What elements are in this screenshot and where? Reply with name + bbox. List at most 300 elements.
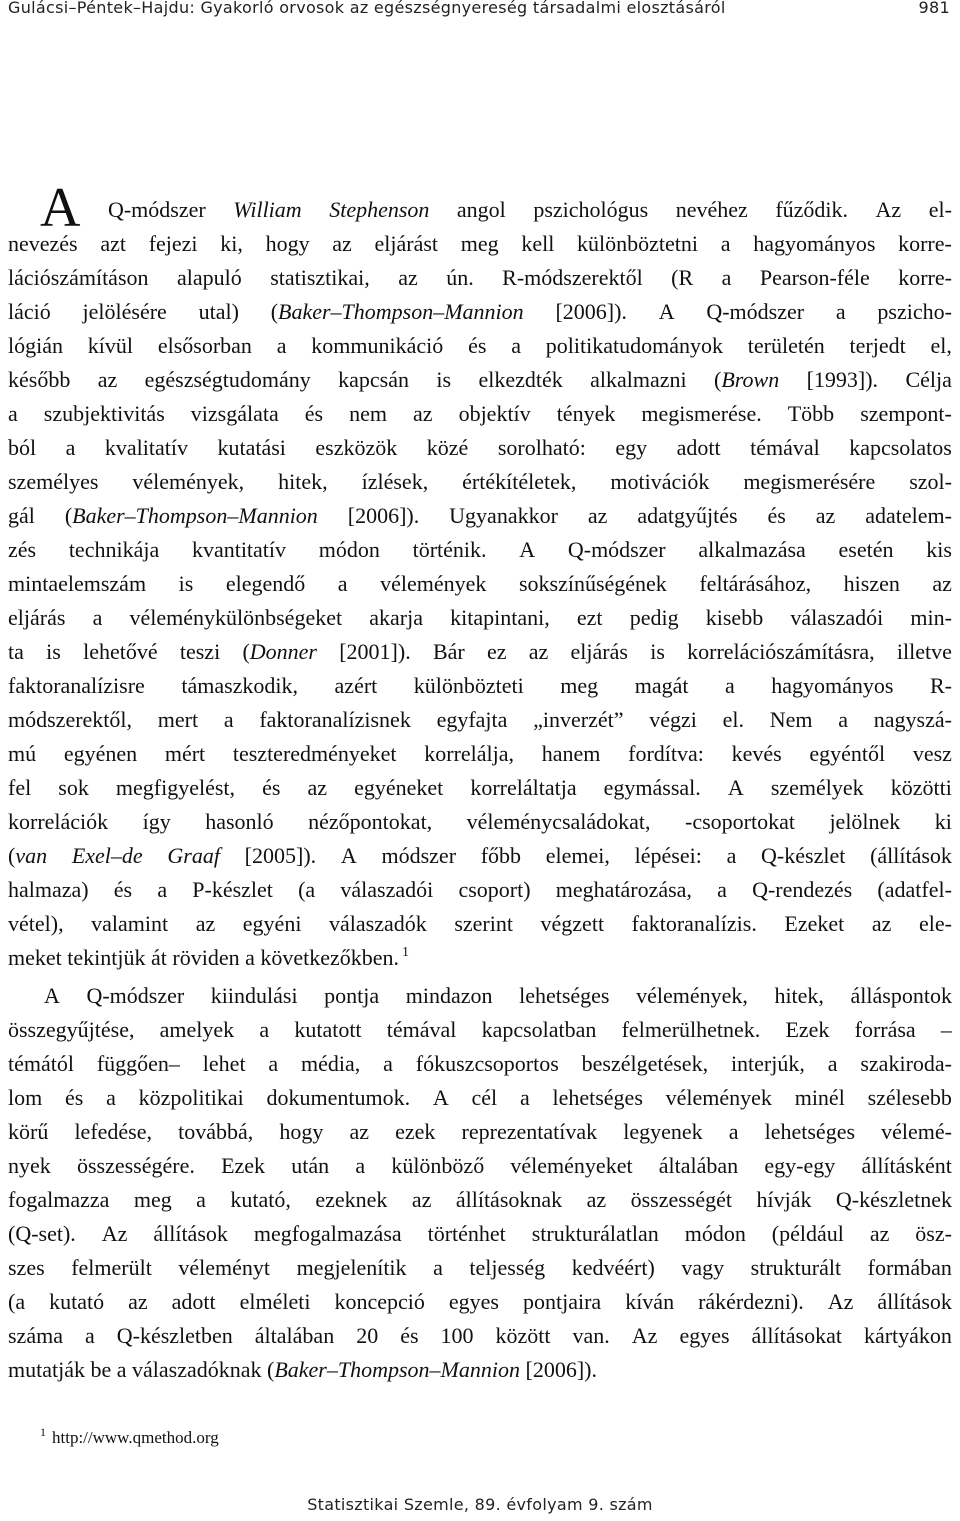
word: véleményt <box>178 1255 271 1280</box>
word: személyek <box>770 775 864 800</box>
word: Célja <box>905 367 952 392</box>
word: egymással. <box>603 775 701 800</box>
word: Q-módszer <box>567 537 666 562</box>
word: kutatott <box>294 1017 362 1042</box>
word: (Baker–Thompson–Mannion <box>267 1357 520 1382</box>
word: szol- <box>909 469 952 494</box>
word: Az <box>101 1221 128 1246</box>
word: kvantitatív <box>191 537 287 562</box>
word: nevezés <box>8 231 78 256</box>
word: [1993]). <box>806 367 879 392</box>
word: kvalitatív <box>104 435 188 460</box>
word: korre- <box>898 265 952 290</box>
word: amelyek <box>159 1017 235 1042</box>
word: felmerült <box>71 1255 152 1280</box>
word: módszerektől, <box>8 707 133 732</box>
word: közé <box>426 435 469 460</box>
word: kedvéért) <box>571 1255 655 1280</box>
text-line <box>8 1081 952 1115</box>
word: korrelációk <box>8 809 109 834</box>
word: válaszadói <box>340 877 434 902</box>
word: pszicho- <box>877 299 952 324</box>
word: hanem <box>541 741 601 766</box>
word: állításoknak <box>455 1187 563 1212</box>
word: Ugyanakkor <box>449 503 558 528</box>
word: beszélgetések, <box>581 1051 709 1076</box>
word: állításokat <box>751 1323 842 1348</box>
word: vagy <box>681 1255 725 1280</box>
word: Nem <box>769 707 813 732</box>
text-line <box>8 177 952 239</box>
footnote <box>40 1422 219 1448</box>
word: Ezek <box>221 1153 266 1178</box>
word: kívül <box>87 333 134 358</box>
word: ízlések, <box>361 469 429 494</box>
word: kutatási <box>217 435 286 460</box>
word: főbb <box>480 843 522 868</box>
text-line <box>8 737 952 771</box>
text-line <box>8 499 952 533</box>
word: lépései: <box>634 843 702 868</box>
word: alkalmazni <box>590 367 687 392</box>
word: vesz <box>912 741 952 766</box>
word: a <box>721 265 732 290</box>
word: kis <box>926 537 952 562</box>
word: „inverzét” <box>533 707 624 732</box>
italic-text: William <box>233 197 302 222</box>
word: egy <box>615 435 648 460</box>
word: adott <box>171 1289 216 1314</box>
word: mutatják <box>8 1357 85 1382</box>
word: magát <box>634 673 689 698</box>
word: röviden <box>172 945 240 970</box>
word: lom <box>8 1085 43 1110</box>
word: a <box>92 605 103 630</box>
word: (a <box>8 1289 26 1314</box>
word: Q-módszer <box>86 983 185 1008</box>
word: technikája <box>68 537 160 562</box>
word: vétel), <box>8 911 64 936</box>
word: hogy <box>279 1119 324 1144</box>
word: az <box>97 367 118 392</box>
word: 20 <box>356 1323 379 1348</box>
word: az <box>528 639 549 664</box>
word: el- <box>928 197 952 222</box>
word: eszközök <box>315 435 398 460</box>
word: teljesség <box>469 1255 546 1280</box>
word: kapcsolatban <box>481 1017 597 1042</box>
word: hiszen <box>843 571 900 596</box>
word: kell <box>521 231 555 256</box>
word: témától <box>8 1051 74 1076</box>
word: Q-készletnek <box>835 1187 952 1212</box>
text-line <box>8 1285 952 1319</box>
word: vélemények, <box>636 983 748 1008</box>
word: Az <box>875 197 902 222</box>
word: legyenek <box>623 1119 703 1144</box>
word: elemei, <box>545 843 610 868</box>
word: (R <box>671 265 694 290</box>
word: megfigyelést, <box>115 775 236 800</box>
word: meghatározása, <box>555 877 692 902</box>
word: a <box>433 1255 443 1280</box>
word: sorolható: <box>497 435 586 460</box>
text-line <box>8 465 952 499</box>
word: szes <box>8 1255 45 1280</box>
word: történhet <box>427 1221 506 1246</box>
word: ösz- <box>915 1221 952 1246</box>
word: lefedése, <box>74 1119 152 1144</box>
word: Pearson-féle <box>759 265 870 290</box>
word: az <box>932 571 952 596</box>
text-line <box>8 1013 952 1047</box>
word: sok <box>58 775 89 800</box>
word: a <box>835 299 846 324</box>
word: Az <box>631 1323 658 1348</box>
text-line <box>8 703 952 737</box>
word: tekintjük <box>67 945 146 970</box>
word: ezeknek <box>315 1187 388 1212</box>
word: általában <box>658 1153 739 1178</box>
text-line <box>8 329 952 363</box>
word: a <box>196 1187 206 1212</box>
text-line <box>8 1217 952 1251</box>
text-line <box>8 1149 952 1183</box>
italic-text: Brown <box>721 367 780 392</box>
word: megismerésére <box>743 469 876 494</box>
word: véleményeket <box>510 1153 633 1178</box>
word: a <box>337 571 348 596</box>
word: a <box>717 877 727 902</box>
word: alkalmazása <box>698 537 806 562</box>
text-line <box>8 771 952 805</box>
word: jelölnek <box>829 809 901 834</box>
word: az <box>871 911 892 936</box>
word: az <box>332 231 352 256</box>
word: ki, <box>220 231 243 256</box>
text-line <box>8 261 952 295</box>
italic-text: Stephenson <box>329 197 430 222</box>
body-paragraph <box>8 177 952 975</box>
word: kommunikáció <box>311 333 444 358</box>
word: [2006]). <box>555 299 627 324</box>
word: az <box>349 1119 370 1144</box>
word: értékítéletek, <box>462 469 577 494</box>
word: halmaza) <box>8 877 89 902</box>
word: van. <box>572 1323 610 1348</box>
word: módon <box>318 537 380 562</box>
word: is <box>436 367 452 392</box>
word: különböző <box>391 1153 485 1178</box>
word: Q-rendezés <box>752 877 853 902</box>
word: el, <box>930 333 952 358</box>
word: és <box>468 333 487 358</box>
word: történik. <box>412 537 487 562</box>
italic-text: Baker–Thompson–Mannion <box>274 1357 520 1382</box>
word: vélemények <box>665 1085 772 1110</box>
word: faktoranalízisre <box>8 673 145 698</box>
word: esetén <box>838 537 894 562</box>
word: egy-egy <box>764 1153 836 1178</box>
word: egyfajta <box>436 707 508 732</box>
word: csoport) <box>458 877 531 902</box>
word: minél <box>794 1085 845 1110</box>
text-line <box>8 1047 952 1081</box>
word: feltárásához, <box>699 571 812 596</box>
word: különböztetni <box>577 231 699 256</box>
word: a <box>259 1017 270 1042</box>
word: pontjaira <box>522 1289 602 1314</box>
word: kártyákon <box>863 1323 952 1348</box>
word: állítások <box>153 1221 228 1246</box>
word: a <box>724 673 735 698</box>
word: válaszadóknak <box>132 1357 262 1382</box>
word: politikatudományok <box>545 333 723 358</box>
word: Bár <box>432 639 465 664</box>
word: véleménycsaládokat, <box>466 809 651 834</box>
word: adatelem- <box>865 503 952 528</box>
word: ezt <box>576 605 603 630</box>
word: (Donner <box>242 639 317 664</box>
word: a <box>268 1051 279 1076</box>
word: objektív <box>458 401 531 426</box>
italic-text: van <box>15 843 48 868</box>
text-line <box>8 431 952 465</box>
word: akarja <box>369 605 423 630</box>
word <box>72 839 143 873</box>
word: a <box>511 333 521 358</box>
word: ún. <box>446 265 474 290</box>
word: területén <box>747 333 825 358</box>
word: motivációk <box>610 469 710 494</box>
word: álláspontok <box>850 983 952 1008</box>
text-line <box>8 1251 952 1285</box>
word: (van <box>8 843 48 868</box>
word: egyes <box>448 1289 499 1314</box>
word: függően– <box>96 1051 180 1076</box>
word: az <box>398 265 418 290</box>
word: A <box>340 843 357 868</box>
word: a <box>157 877 168 902</box>
word: pszichológus <box>533 197 649 222</box>
word: rákérdezni). <box>698 1289 804 1314</box>
word: ele- <box>918 911 952 936</box>
word: a <box>838 707 849 732</box>
word: egyéneket <box>354 775 444 800</box>
text-line <box>8 295 952 329</box>
word: reprezentatívak <box>461 1119 598 1144</box>
word: egyes <box>679 1323 730 1348</box>
word: koncepció <box>334 1289 425 1314</box>
italic-text: Baker–Thompson–Mannion <box>72 503 318 528</box>
word: [2005]). <box>244 843 317 868</box>
footnote-reference: 1 <box>402 945 410 960</box>
text-line <box>8 567 952 601</box>
word <box>233 193 301 227</box>
word: hagyományos <box>771 673 894 698</box>
word: témával <box>386 1017 457 1042</box>
word: formában <box>867 1255 952 1280</box>
word: -csoportokat <box>685 809 795 834</box>
word: elméleti <box>239 1289 311 1314</box>
word: ból <box>8 435 37 460</box>
word: kisebb <box>705 605 764 630</box>
word: hívják <box>756 1187 812 1212</box>
word: általában <box>254 1323 335 1348</box>
text-line <box>8 979 952 1013</box>
text-line <box>8 533 952 567</box>
word: tények <box>556 401 616 426</box>
word: pontja <box>324 983 380 1008</box>
word: fel <box>8 775 32 800</box>
word: egészségtudomány <box>144 367 311 392</box>
word: módszer <box>381 843 457 868</box>
word: alapuló <box>176 265 242 290</box>
word: dokumentumok. <box>266 1085 411 1110</box>
word: média, <box>301 1051 361 1076</box>
word: a <box>245 945 255 970</box>
word: a <box>519 1085 530 1110</box>
word: összességét <box>630 1187 733 1212</box>
word: vélemények, <box>132 469 245 494</box>
word: [2006]). <box>525 1357 597 1382</box>
word: válaszadók <box>329 911 427 936</box>
word: Q-módszer <box>107 197 206 222</box>
word: és <box>262 775 281 800</box>
word: következőkben. $^1$ <box>260 945 410 970</box>
word: meg <box>133 1187 172 1212</box>
word: nézőpontokat, <box>308 809 433 834</box>
word: illetve <box>896 639 952 664</box>
word: mért <box>164 741 206 766</box>
text-line <box>8 363 952 397</box>
word: Q-módszer <box>706 299 805 324</box>
word: – <box>940 1017 952 1042</box>
word: faktoranalízisnek <box>259 707 411 732</box>
word: azért <box>334 673 378 698</box>
word: utal) <box>198 299 239 324</box>
word: szempont- <box>860 401 952 426</box>
italic-text: Exel–de <box>71 843 143 868</box>
word: hitek, <box>774 983 824 1008</box>
word: láció <box>8 299 51 324</box>
word: a <box>827 1051 838 1076</box>
word: a <box>728 1119 739 1144</box>
page-number: 981 <box>918 0 950 17</box>
word: meket <box>8 945 62 970</box>
word: (adatfel- <box>877 877 952 902</box>
word: A <box>658 299 675 324</box>
word: angol <box>456 197 506 222</box>
word: kutató, <box>230 1187 291 1212</box>
word: nem <box>349 401 387 426</box>
word: valamint <box>91 911 169 936</box>
word: szubjektivitás <box>43 401 165 426</box>
word: gál <box>8 503 35 528</box>
word: szerint <box>454 911 513 936</box>
text-line <box>8 669 952 703</box>
word: hogy <box>265 231 310 256</box>
word: hasonló <box>205 809 274 834</box>
word: R- <box>929 673 952 698</box>
text-line <box>8 1183 952 1217</box>
word: vélemények <box>380 571 487 596</box>
word: a <box>720 231 731 256</box>
word <box>329 193 429 227</box>
text-line <box>8 941 952 975</box>
word: továbbá, <box>178 1119 254 1144</box>
word: közötti <box>890 775 952 800</box>
word: az <box>587 503 608 528</box>
word: [2006]). <box>347 503 420 528</box>
word: ki <box>934 809 952 834</box>
word: A <box>727 775 744 800</box>
word: sokszínűségének <box>518 571 667 596</box>
word: lációszámításon <box>8 265 149 290</box>
text-line <box>8 601 952 635</box>
word: adatgyűjtés <box>637 503 738 528</box>
word: (a <box>298 877 316 902</box>
word: kevés <box>731 741 782 766</box>
word: pedig <box>629 605 679 630</box>
word: meg <box>560 673 599 698</box>
word: fűződik. <box>775 197 849 222</box>
word: kitapintani, <box>450 605 550 630</box>
word: nagyszá- <box>873 707 952 732</box>
word: fejezi <box>148 231 198 256</box>
word: egyéntől <box>809 741 886 766</box>
word: és <box>113 877 133 902</box>
word: szakiroda- <box>860 1051 952 1076</box>
word: az <box>411 1187 432 1212</box>
word: lehetséges <box>519 983 610 1008</box>
word: és <box>304 401 324 426</box>
word: állítások <box>877 1289 952 1314</box>
word: át <box>150 945 167 970</box>
text-line <box>8 839 952 873</box>
word: után <box>291 1153 330 1178</box>
word: fókuszcsoportos <box>415 1051 559 1076</box>
word: mú <box>8 741 37 766</box>
word: A <box>432 1085 449 1110</box>
word: vizsgálata <box>190 401 279 426</box>
word: a <box>116 1357 127 1382</box>
word: (Q-set). <box>8 1221 76 1246</box>
word: terjedt <box>849 333 906 358</box>
italic-text: Graaf <box>167 843 220 868</box>
initial-letter: A <box>40 177 81 239</box>
word: (Baker–Thompson–Mannion <box>270 299 524 324</box>
word: a <box>726 843 737 868</box>
text-line <box>8 227 952 261</box>
word: válaszadói <box>790 605 884 630</box>
word: faktoranalízis. <box>631 911 757 936</box>
word: kutató <box>49 1289 105 1314</box>
word: el. <box>722 707 745 732</box>
word: megjelenítik <box>296 1255 407 1280</box>
word: ta <box>8 639 24 664</box>
word: egyénen <box>63 741 138 766</box>
word: cél <box>471 1085 498 1110</box>
word: is <box>650 639 665 664</box>
word: vélemé- <box>881 1119 952 1144</box>
word: adott <box>676 435 721 460</box>
word: lehetővé <box>83 639 158 664</box>
text-line <box>8 635 952 669</box>
body-paragraph <box>8 979 952 1387</box>
word: zés <box>8 537 37 562</box>
word: lógián <box>8 333 63 358</box>
